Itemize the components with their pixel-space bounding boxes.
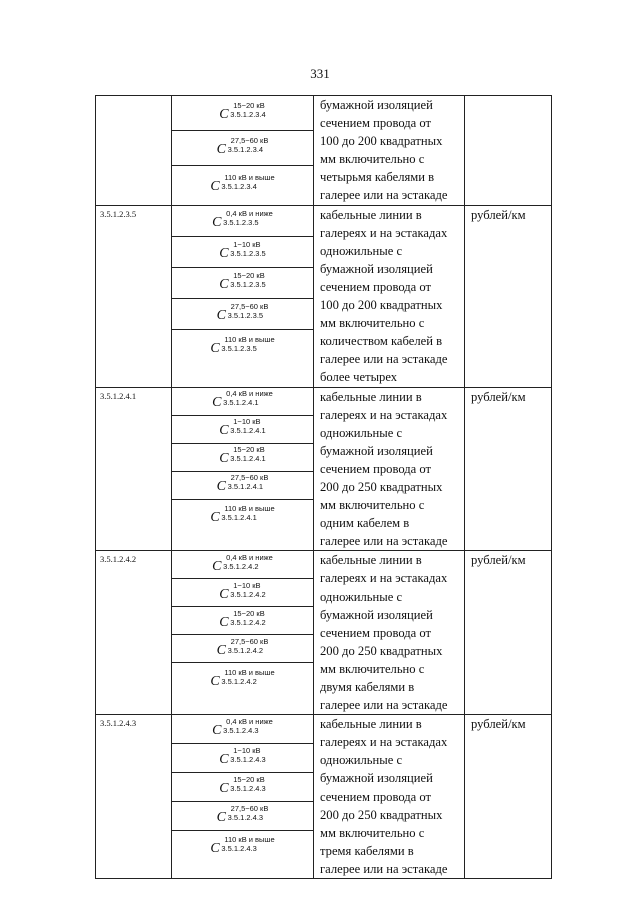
symbol-letter: C [212,395,222,410]
rate-symbol [217,805,269,827]
description-line: четырьмя кабелями в [320,170,435,185]
voltage-symbol-box [172,330,313,364]
table-row [96,205,552,387]
description-line: галерее или на эстакаде [320,188,448,203]
symbol-letter: C [210,673,220,689]
rate-code [96,96,172,206]
symbol-letter: C [210,179,220,194]
symbol-subscript: 3.5.1.2.4.2 [223,561,259,571]
voltage-class: 15−20 кВ [233,445,265,454]
voltage-class: 1−10 кВ [233,417,261,426]
voltage-class: 15−20 кВ [233,101,265,110]
rate-unit [465,96,552,206]
description-line: одним кабелем в [320,516,410,531]
description-line: галереях и на эстакадах [320,407,448,422]
voltage-symbol-box [172,551,313,579]
voltage-symbol-box [172,96,313,131]
voltage-symbol-box [172,635,313,663]
description-line: галерее или на эстакаде [320,698,448,713]
symbol-subscript: 3.5.1.2.4.2 [227,645,264,655]
voltage-symbol-box [172,715,313,744]
voltage-symbol-cell [172,715,314,879]
rate-unit: рублей/км [465,205,552,387]
symbol-letter: C [210,840,220,856]
description-line: бумажной изоляцией [320,261,433,276]
symbol-letter: C [219,107,229,122]
symbol-letter: C [219,586,229,602]
symbol-subscript: 3.5.1.2.4.2 [230,617,266,627]
symbol-letter: C [212,214,222,230]
symbol-letter: C [216,642,226,658]
description-line: 200 до 250 квадратных [320,807,443,822]
description-line: одножильные с [320,589,403,604]
voltage-class: 110 кВ и выше [224,334,275,344]
symbol-letter: C [219,245,229,261]
description-line: одножильные с [320,243,403,258]
rate-symbol [219,102,265,124]
tariff-table-body [96,96,552,879]
description-line: мм включительно с [320,825,425,840]
rate-symbol [212,210,273,232]
voltage-symbol-box [172,773,313,802]
rate-description [314,96,465,206]
symbol-subscript: 3.5.1.2.4.3 [230,755,266,765]
symbol-subscript: 3.5.1.2.4.1 [227,482,264,491]
description-line: галерее или на эстакаде [320,352,448,367]
symbol-subscript: 3.5.1.2.4.1 [230,426,266,435]
symbol-letter: C [219,752,229,768]
description-line: бумажной изоляцией [320,771,433,786]
description-line: галерее или на эстакаде [320,861,448,876]
symbol-subscript: 3.5.1.2.4.3 [227,813,264,823]
voltage-symbol-box [172,500,313,533]
voltage-class: 27,5−60 кВ [230,804,269,814]
rate-code: 3.5.1.2.4.1 [96,387,172,551]
description-line: галереях и на эстакадах [320,225,448,240]
voltage-class: 0,4 кВ и ниже [226,389,273,398]
voltage-symbol-box [172,388,313,416]
voltage-class: 1−10 кВ [233,580,261,590]
table-row [96,96,552,206]
rate-symbol [217,474,269,496]
symbol-subscript: 3.5.1.2.3.5 [223,217,259,227]
rate-symbol [219,747,265,769]
voltage-class: 15−20 кВ [233,775,265,785]
symbol-subscript: 3.5.1.2.4.1 [221,513,257,522]
symbol-letter: C [210,340,220,356]
voltage-symbol-box [172,268,313,299]
voltage-class: 15−20 кВ [233,608,265,618]
voltage-symbol-cell [172,387,314,551]
voltage-class: 27,5−60 кВ [230,301,269,311]
symbol-subscript: 3.5.1.2.3.5 [230,279,266,289]
rate-description [314,205,465,387]
description-line: сечением провода от [320,279,432,294]
description-line: галереях и на эстакадах [320,571,448,586]
rate-symbol [212,718,273,740]
symbol-letter: C [216,307,226,323]
symbol-subscript: 3.5.1.2.3.5 [227,310,264,320]
table-row [96,551,552,715]
description-line: сечением провода от [320,625,432,640]
voltage-symbol-cell [172,551,314,715]
description-line: сечением провода от [320,116,432,131]
symbol-letter: C [216,142,226,157]
voltage-class: 0,4 кВ и ниже [226,552,273,562]
rate-unit: рублей/км [465,551,552,715]
description-line: одножильные с [320,425,403,440]
rate-symbol [212,554,273,576]
voltage-symbol-box [172,472,313,500]
rate-description [314,387,465,551]
description-line: бумажной изоляцией [320,443,433,458]
rate-symbol [210,836,274,858]
voltage-class: 110 кВ и выше [224,834,275,844]
symbol-letter: C [212,558,222,574]
rate-description [314,715,465,879]
description-line: мм включительно с [320,498,425,513]
description-line: мм включительно с [320,152,425,167]
description-line: двумя кабелями в [320,680,415,694]
table-row [96,387,552,551]
voltage-symbol-box [172,206,313,237]
voltage-class: 27,5−60 кВ [230,473,269,482]
rate-symbol [219,776,265,798]
symbol-subscript: 3.5.1.2.3.5 [221,343,257,353]
tariff-table [95,95,552,879]
symbol-subscript: 3.5.1.2.4.1 [223,398,259,407]
description-line: тремя кабелями в [320,843,414,858]
rate-symbol [219,272,265,294]
voltage-symbol-box [172,444,313,472]
voltage-symbol-box [172,416,313,444]
voltage-class: 0,4 кВ и ниже [226,208,273,218]
rate-symbol [210,505,274,527]
symbol-letter: C [219,276,229,292]
rate-symbol [210,174,274,196]
symbol-letter: C [212,723,222,739]
rate-code: 3.5.1.2.4.2 [96,551,172,715]
voltage-class: 0,4 кВ и ниже [226,717,273,727]
symbol-letter: C [216,479,226,494]
description-line: мм включительно с [320,661,425,676]
voltage-symbol-box [172,744,313,773]
symbol-subscript: 3.5.1.2.3.4 [227,145,264,154]
voltage-class: 1−10 кВ [233,746,261,756]
voltage-symbol-box [172,579,313,607]
voltage-symbol-box [172,607,313,635]
voltage-class: 27,5−60 кВ [230,636,269,646]
voltage-symbol-box [172,237,313,268]
page-number: 331 [310,66,330,81]
rate-unit: рублей/км [465,715,552,879]
description-line: галереях и на эстакадах [320,735,448,750]
rate-symbol [210,336,274,358]
rate-symbol [217,303,269,325]
symbol-subscript: 3.5.1.2.4.2 [230,589,266,599]
description-line: бумажной изоляцией [320,607,433,622]
voltage-symbol-box [172,802,313,831]
symbol-subscript: 3.5.1.2.4.2 [221,676,257,686]
rate-code: 3.5.1.2.3.5 [96,205,172,387]
voltage-symbol-box [172,166,313,204]
description-line: сечением провода от [320,461,432,476]
description-line: количеством кабелей в [320,334,443,349]
symbol-subscript: 3.5.1.2.4.3 [221,843,257,853]
symbol-subscript: 3.5.1.2.3.4 [221,182,257,191]
description-line: кабельные линии в [320,553,422,568]
description-line: галерее или на эстакаде [320,534,448,549]
symbol-letter: C [216,810,226,826]
rate-symbol [219,241,265,263]
voltage-symbol-box [172,131,313,166]
description-line: кабельные линии в [320,389,422,404]
voltage-class: 15−20 кВ [233,270,265,280]
rate-symbol [217,137,269,159]
voltage-class: 110 кВ и выше [224,504,275,513]
rate-code: 3.5.1.2.4.3 [96,715,172,879]
symbol-subscript: 3.5.1.2.4.1 [230,454,266,463]
voltage-class: 27,5−60 кВ [230,136,269,145]
symbol-letter: C [219,614,229,630]
voltage-symbol-box [172,663,313,696]
description-line: сечением провода от [320,789,432,804]
voltage-class: 110 кВ и выше [224,667,275,677]
rate-symbol [212,390,273,412]
description-line: 100 до 200 квадратных [320,134,443,149]
table-row [96,715,552,879]
description-line: бумажной изоляцией [320,98,433,112]
symbol-letter: C [219,781,229,797]
voltage-symbol-cell [172,96,314,206]
symbol-subscript: 3.5.1.2.3.4 [230,110,266,119]
description-line: кабельные линии в [320,207,422,222]
symbol-letter: C [219,423,229,438]
description-line: кабельные линии в [320,717,422,732]
symbol-letter: C [219,451,229,466]
description-line: 100 до 200 квадратных [320,298,443,313]
description-line: 200 до 250 квадратных [320,479,443,494]
description-line: мм включительно с [320,316,425,331]
rate-symbol [210,669,274,691]
voltage-symbol-cell [172,205,314,387]
voltage-class: 110 кВ и выше [224,173,275,182]
rate-symbol [219,610,265,632]
symbol-subscript: 3.5.1.2.3.5 [230,248,266,258]
symbol-subscript: 3.5.1.2.4.3 [230,784,266,794]
rate-description [314,551,465,715]
rate-symbol [217,638,269,660]
rate-symbol [219,418,265,440]
voltage-symbol-box [172,299,313,330]
rate-symbol [219,582,265,604]
description-line: 200 до 250 квадратных [320,643,443,658]
symbol-subscript: 3.5.1.2.4.3 [223,726,259,736]
symbol-letter: C [210,510,220,525]
rate-symbol [219,446,265,468]
rate-unit: рублей/км [465,387,552,551]
voltage-symbol-box [172,831,313,862]
description-line: более четырех [320,370,398,385]
description-line: одножильные с [320,753,403,768]
voltage-class: 1−10 кВ [233,239,261,249]
